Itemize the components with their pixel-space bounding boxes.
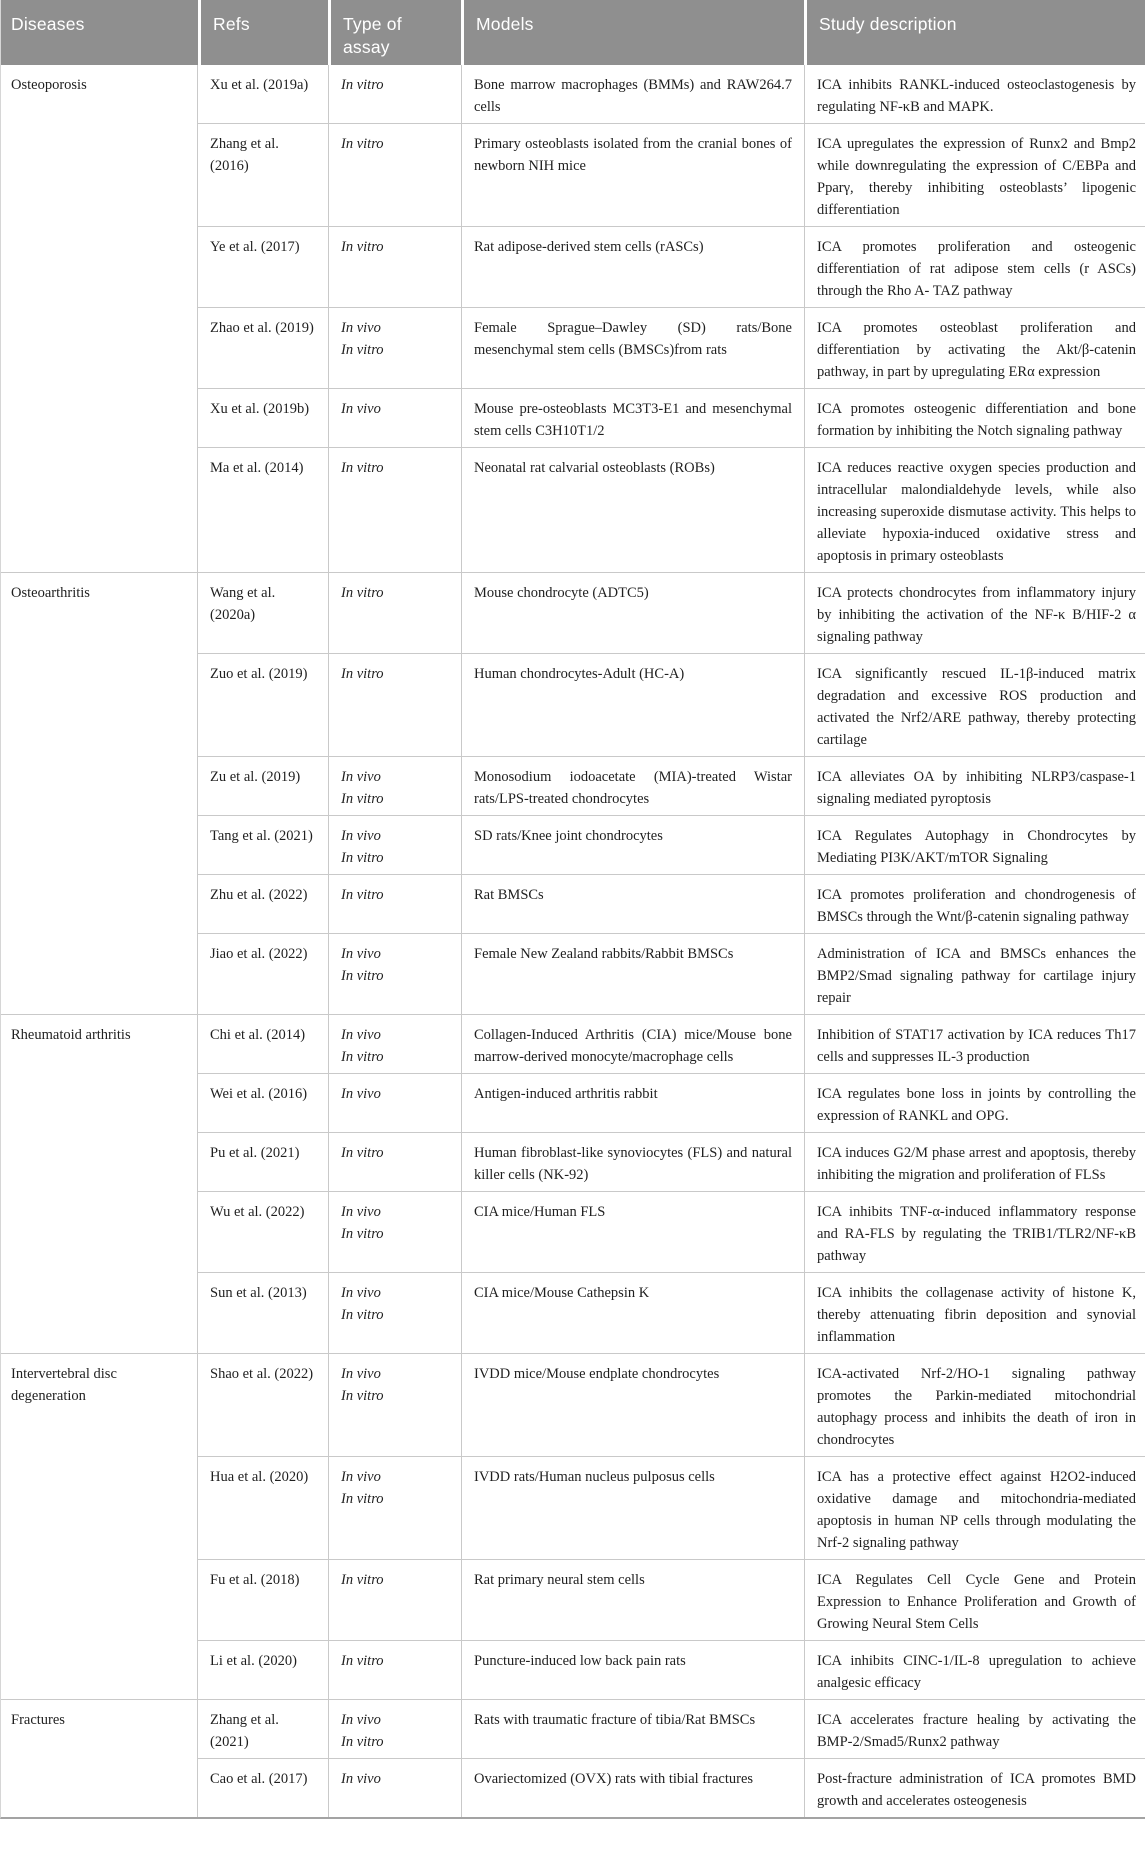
model-cell: CIA mice/Mouse Cathepsin K <box>461 1272 804 1353</box>
assay-type: In vitro <box>341 968 384 984</box>
table-row <box>1 572 1145 653</box>
assay-cell <box>328 1640 461 1699</box>
description-cell: ICA inhibits RANKL-induced osteoclastogenesis by regulating NF-κB and MAPK. <box>804 65 1145 123</box>
assay-cell <box>328 1758 461 1817</box>
ref-cell: Cao et al. (2017) <box>198 1758 328 1817</box>
model-cell: Female Sprague–Dawley (SD) rats/Bone mesenchymal stem cells (BMSCs)from rats <box>461 307 804 388</box>
ref-cell: Xu et al. (2019b) <box>198 388 328 447</box>
assay-type: In vivo <box>341 1712 381 1728</box>
ref-cell: Ma et al. (2014) <box>198 447 328 572</box>
model-cell: Puncture-induced low back pain rats <box>461 1640 804 1699</box>
model-cell: Neonatal rat calvarial osteoblasts (ROBs) <box>461 447 804 572</box>
description-cell: Inhibition of STAT17 activation by ICA reduces Th17 cells and suppresses IL-3 production <box>804 1014 1145 1073</box>
model-cell: IVDD mice/Mouse endplate chondrocytes <box>461 1353 804 1456</box>
description-cell: ICA Regulates Autophagy in Chondrocytes by Mediating PI3K/AKT/mTOR Signaling <box>804 815 1145 874</box>
ref-cell: Wu et al. (2022) <box>198 1191 328 1272</box>
assay-cell <box>328 388 461 447</box>
assay-cell <box>328 756 461 815</box>
ref-cell: Xu et al. (2019a) <box>198 65 328 123</box>
assay-cell <box>328 226 461 307</box>
assay-type: In vitro <box>341 1145 384 1161</box>
disease-cell: Fractures <box>1 1699 198 1817</box>
assay-type: In vivo <box>341 1086 381 1102</box>
table-row <box>1 65 1145 123</box>
assay-type: In vitro <box>341 136 384 152</box>
disease-cell: Intervertebral disc degeneration <box>1 1353 198 1699</box>
disease-cell: Osteoarthritis <box>1 572 198 1014</box>
description-cell: Administration of ICA and BMSCs enhances the BMP2/Smad signaling pathway for cartilage injury repair <box>804 933 1145 1014</box>
model-cell: CIA mice/Human FLS <box>461 1191 804 1272</box>
assay-type: In vitro <box>341 887 384 903</box>
description-cell: ICA regulates bone loss in joints by controlling the expression of RANKL and OPG. <box>804 1073 1145 1132</box>
ref-cell: Ye et al. (2017) <box>198 226 328 307</box>
assay-cell <box>328 1272 461 1353</box>
description-cell: ICA accelerates fracture healing by activating the BMP-2/Smad5/Runx2 pathway <box>804 1699 1145 1758</box>
column-header-refs: Refs <box>198 0 328 65</box>
table-body <box>1 65 1145 1817</box>
model-cell: Mouse chondrocyte (ADTC5) <box>461 572 804 653</box>
assay-cell <box>328 1456 461 1559</box>
table-row <box>1 1353 1145 1456</box>
assay-type: In vitro <box>341 460 384 476</box>
ref-cell: Sun et al. (2013) <box>198 1272 328 1353</box>
model-cell: Rat BMSCs <box>461 874 804 933</box>
assay-type: In vitro <box>341 585 384 601</box>
model-cell: Antigen-induced arthritis rabbit <box>461 1073 804 1132</box>
assay-type: In vivo <box>341 401 381 417</box>
model-cell: Collagen-Induced Arthritis (CIA) mice/Mouse bone marrow-derived monocyte/macrophage cells <box>461 1014 804 1073</box>
ref-cell: Tang et al. (2021) <box>198 815 328 874</box>
ref-cell: Zhang et al. (2016) <box>198 123 328 226</box>
assay-type: In vitro <box>341 1491 384 1507</box>
assay-cell <box>328 447 461 572</box>
description-cell: ICA upregulates the expression of Runx2 and Bmp2 while downregulating the expression of C/EBPa and Pparγ, thereby inhibiting osteoblasts’ lipogenic differentiation <box>804 123 1145 226</box>
ref-cell: Zhao et al. (2019) <box>198 307 328 388</box>
table-row <box>1 1014 1145 1073</box>
ref-cell: Jiao et al. (2022) <box>198 933 328 1014</box>
assay-type: In vitro <box>341 77 384 93</box>
model-cell: Female New Zealand rabbits/Rabbit BMSCs <box>461 933 804 1014</box>
column-header-diseases: Diseases <box>1 0 198 65</box>
model-cell: Mouse pre-osteoblasts MC3T3-E1 and mesenchymal stem cells C3H10T1/2 <box>461 388 804 447</box>
description-cell: ICA inhibits the collagenase activity of histone K, thereby attenuating fibrin deposition and synovial inflammation <box>804 1272 1145 1353</box>
model-cell: Rat adipose-derived stem cells (rASCs) <box>461 226 804 307</box>
assay-type: In vitro <box>341 342 384 358</box>
assay-cell <box>328 1559 461 1640</box>
assay-type: In vivo <box>341 946 381 962</box>
description-cell: ICA induces G2/M phase arrest and apoptosis, thereby inhibiting the migration and proliferation of FLSs <box>804 1132 1145 1191</box>
disease-cell: Osteoporosis <box>1 65 198 572</box>
ref-cell: Zuo et al. (2019) <box>198 653 328 756</box>
model-cell: Monosodium iodoacetate (MIA)-treated Wistar rats/LPS-treated chondrocytes <box>461 756 804 815</box>
ref-cell: Fu et al. (2018) <box>198 1559 328 1640</box>
model-cell: Bone marrow macrophages (BMMs) and RAW264.7 cells <box>461 65 804 123</box>
assay-type: In vivo <box>341 828 381 844</box>
assay-type: In vivo <box>341 1285 381 1301</box>
ref-cell: Zhang et al. (2021) <box>198 1699 328 1758</box>
assay-cell <box>328 933 461 1014</box>
assay-cell <box>328 1699 461 1758</box>
assay-type: In vivo <box>341 1204 381 1220</box>
ref-cell: Zhu et al. (2022) <box>198 874 328 933</box>
assay-type: In vivo <box>341 320 381 336</box>
assay-type: In vitro <box>341 666 384 682</box>
description-cell: ICA promotes proliferation and chondrogenesis of BMSCs through the Wnt/β-catenin signaling pathway <box>804 874 1145 933</box>
assay-type: In vivo <box>341 1469 381 1485</box>
assay-cell <box>328 1073 461 1132</box>
assay-type: In vitro <box>341 239 384 255</box>
assay-type: In vivo <box>341 769 381 785</box>
column-header-type-of-assay: Type of assay <box>328 0 461 65</box>
assay-type: In vitro <box>341 1049 384 1065</box>
description-cell: ICA promotes osteoblast proliferation and differentiation by activating the Akt/β-catenin pathway, in part by upregulating ERα expression <box>804 307 1145 388</box>
description-cell: ICA promotes proliferation and osteogenic differentiation of rat adipose stem cells (r ASCs) through the Rho A- TAZ pathway <box>804 226 1145 307</box>
assay-cell <box>328 1132 461 1191</box>
column-header-models: Models <box>461 0 804 65</box>
ref-cell: Li et al. (2020) <box>198 1640 328 1699</box>
assay-type: In vitro <box>341 1388 384 1404</box>
table-header <box>1 0 1145 65</box>
ref-cell: Wei et al. (2016) <box>198 1073 328 1132</box>
table-row <box>1 1699 1145 1758</box>
assay-type: In vitro <box>341 850 384 866</box>
description-cell: ICA alleviates OA by inhibiting NLRP3/caspase-1 signaling mediated pyroptosis <box>804 756 1145 815</box>
description-cell: ICA promotes osteogenic differentiation and bone formation by inhibiting the Notch signaling pathway <box>804 388 1145 447</box>
model-cell: Primary osteoblasts isolated from the cranial bones of newborn NIH mice <box>461 123 804 226</box>
ref-cell: Shao et al. (2022) <box>198 1353 328 1456</box>
assay-type: In vitro <box>341 1307 384 1323</box>
assay-type: In vitro <box>341 1572 384 1588</box>
disease-cell: Rheumatoid arthritis <box>1 1014 198 1353</box>
assay-type: In vitro <box>341 1653 384 1669</box>
assay-cell <box>328 123 461 226</box>
assay-cell <box>328 874 461 933</box>
ref-cell: Hua et al. (2020) <box>198 1456 328 1559</box>
assay-cell <box>328 1191 461 1272</box>
assay-type: In vitro <box>341 1226 384 1242</box>
description-cell: ICA-activated Nrf-2/HO-1 signaling pathway promotes the Parkin-mediated mitochondrial autophagy process and inhibits the death of iron in chondrocytes <box>804 1353 1145 1456</box>
assay-cell <box>328 815 461 874</box>
header-row <box>1 0 1145 65</box>
description-cell: Post-fracture administration of ICA promotes BMD growth and accelerates osteogenesis <box>804 1758 1145 1817</box>
description-cell: ICA inhibits CINC-1/IL-8 upregulation to achieve analgesic efficacy <box>804 1640 1145 1699</box>
description-cell: ICA significantly rescued IL-1β-induced matrix degradation and excessive ROS production and activated the Nrf2/ARE pathway, thereby protecting cartilage <box>804 653 1145 756</box>
model-cell: Rat primary neural stem cells <box>461 1559 804 1640</box>
assay-type: In vivo <box>341 1027 381 1043</box>
assay-type: In vitro <box>341 1734 384 1750</box>
assay-type: In vivo <box>341 1771 381 1787</box>
assay-type: In vitro <box>341 791 384 807</box>
model-cell: Rats with traumatic fracture of tibia/Rat BMSCs <box>461 1699 804 1758</box>
assay-cell <box>328 1353 461 1456</box>
description-cell: ICA inhibits TNF-α-induced inflammatory response and RA-FLS by regulating the TRIB1/TLR2/NF-κB pathway <box>804 1191 1145 1272</box>
model-cell: Human fibroblast-like synoviocytes (FLS) and natural killer cells (NK-92) <box>461 1132 804 1191</box>
ref-cell: Wang et al. (2020a) <box>198 572 328 653</box>
description-cell: ICA Regulates Cell Cycle Gene and Protein Expression to Enhance Proliferation and Growth of Growing Neural Stem Cells <box>804 1559 1145 1640</box>
model-cell: SD rats/Knee joint chondrocytes <box>461 815 804 874</box>
column-header-study-description: Study description <box>804 0 1145 65</box>
model-cell: IVDD rats/Human nucleus pulposus cells <box>461 1456 804 1559</box>
assay-cell <box>328 307 461 388</box>
model-cell: Ovariectomized (OVX) rats with tibial fractures <box>461 1758 804 1817</box>
ref-cell: Pu et al. (2021) <box>198 1132 328 1191</box>
assay-cell <box>328 653 461 756</box>
model-cell: Human chondrocytes-Adult (HC-A) <box>461 653 804 756</box>
ref-cell: Zu et al. (2019) <box>198 756 328 815</box>
ref-cell: Chi et al. (2014) <box>198 1014 328 1073</box>
description-cell: ICA protects chondrocytes from inflammatory injury by inhibiting the activation of the NF-κ B/HIF-2 α signaling pathway <box>804 572 1145 653</box>
assay-type: In vivo <box>341 1366 381 1382</box>
assay-cell <box>328 1014 461 1073</box>
assay-cell <box>328 65 461 123</box>
assay-cell <box>328 572 461 653</box>
description-cell: ICA reduces reactive oxygen species production and intracellular malondialdehyde levels, while also increasing superoxide dismutase activity. This helps to alleviate hypoxia-induced oxidative stress and apoptosis in primary osteoblasts <box>804 447 1145 572</box>
description-cell: ICA has a protective effect against H2O2-induced oxidative damage and mitochondria-mediated apoptosis in human NP cells through modulating the Nrf-2 signaling pathway <box>804 1456 1145 1559</box>
